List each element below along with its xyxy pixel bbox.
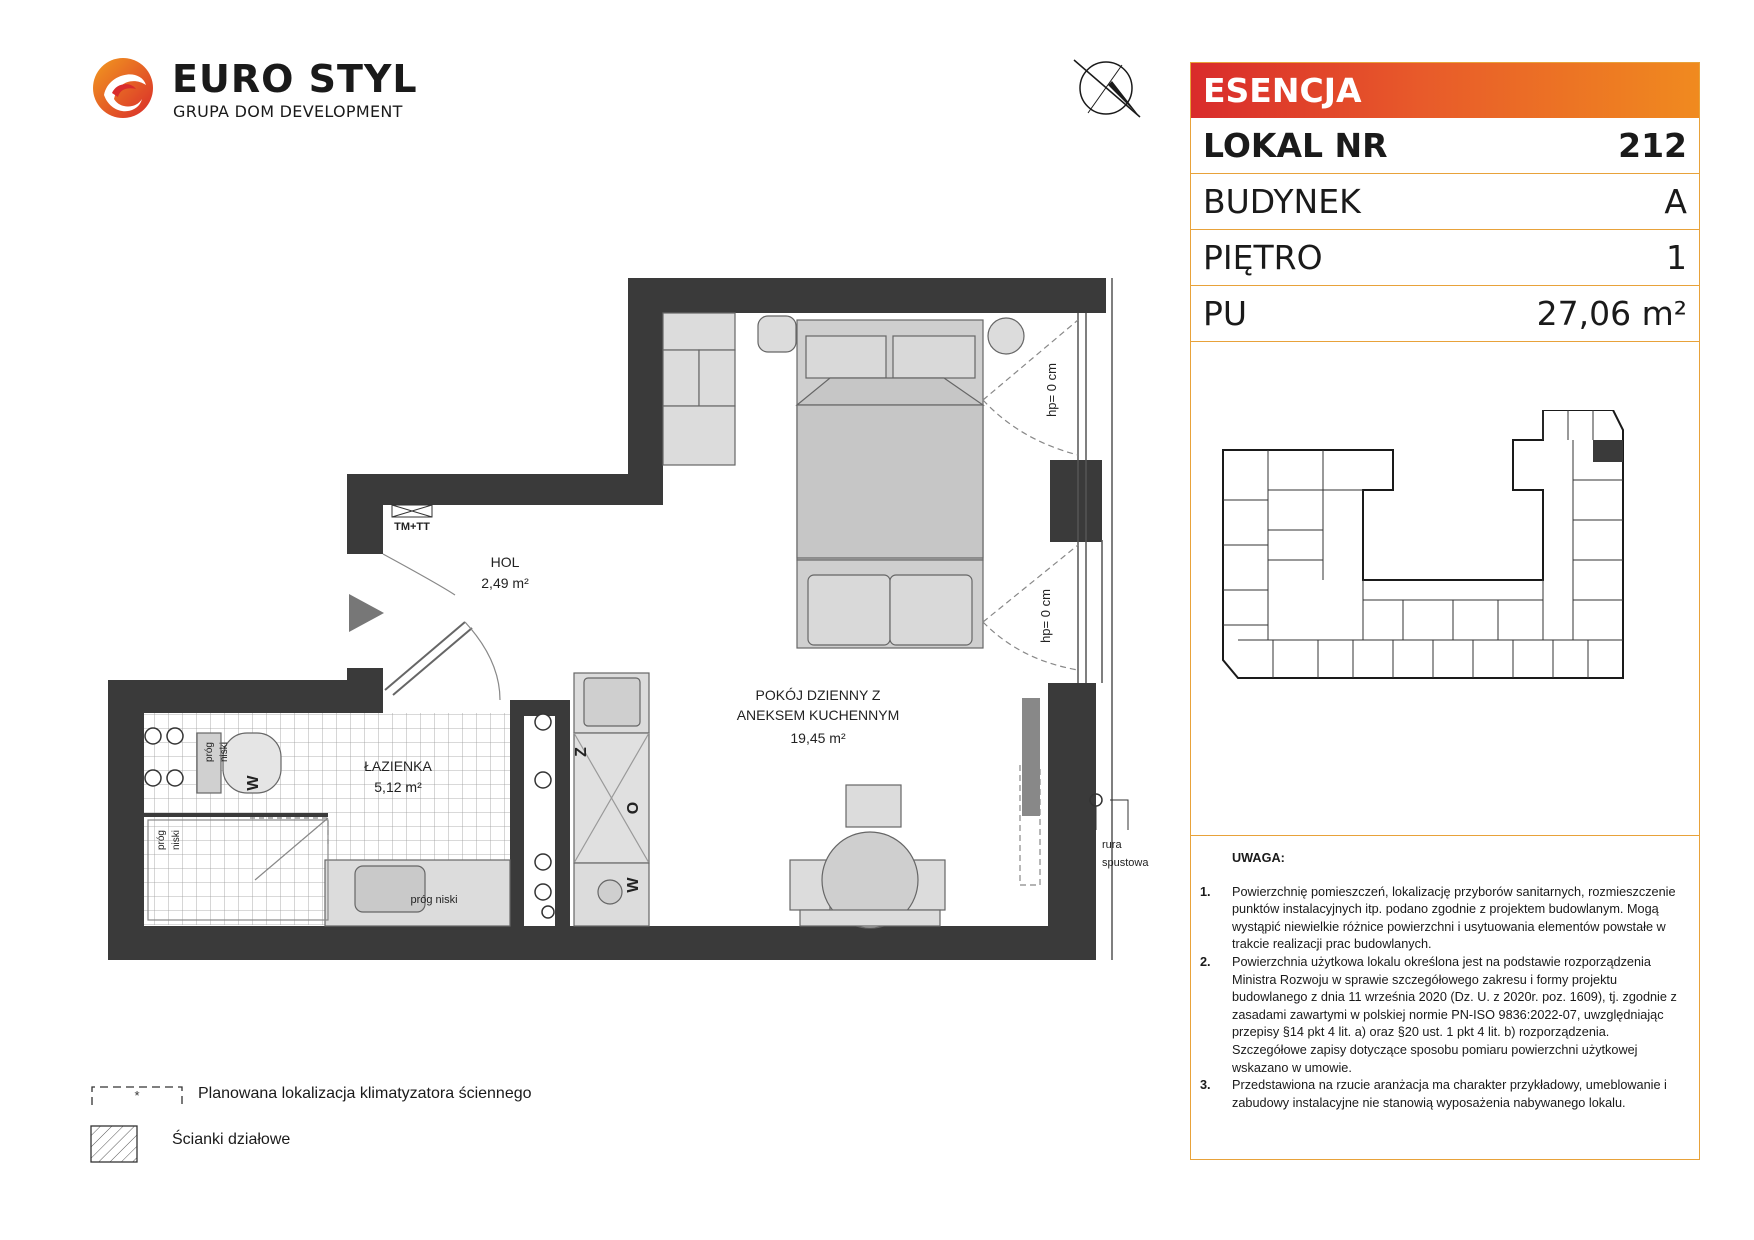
wardrobe-cabinets bbox=[663, 313, 735, 465]
info-value-budynek: A bbox=[1664, 182, 1687, 221]
marker-w-1: W bbox=[245, 775, 262, 791]
tm-tt-label: TM+TT bbox=[394, 521, 430, 533]
room-name-hol: HOL bbox=[490, 554, 520, 570]
legend-wall-label: Ścianki działowe bbox=[172, 1131, 291, 1148]
ventilation-shaft bbox=[392, 505, 432, 517]
marker-o: O bbox=[625, 801, 642, 815]
rain-pipe-label-1: rura bbox=[1102, 839, 1122, 851]
note-number: 1. bbox=[1200, 884, 1211, 899]
room-name-lazienka: ŁAZIENKA bbox=[364, 758, 432, 774]
room-area-pokoj: 19,45 m² bbox=[790, 730, 846, 746]
note-number: 3. bbox=[1200, 1078, 1211, 1093]
brand-subtitle: GRUPA DOM DEVELOPMENT bbox=[173, 102, 403, 121]
marker-w-2: W bbox=[625, 877, 642, 893]
sofa bbox=[797, 560, 983, 648]
building-key-plan bbox=[1213, 410, 1673, 720]
project-name: ESENCJA bbox=[1191, 63, 1699, 118]
info-row-lokal bbox=[1191, 118, 1699, 174]
brand-name: EURO STYL bbox=[172, 57, 418, 101]
wall-hatch-icon bbox=[90, 1125, 138, 1163]
ac-legend-symbol: * bbox=[134, 1088, 140, 1103]
info-label-pietro: PIĘTRO bbox=[1203, 238, 1323, 277]
prog-label-1: próg bbox=[204, 741, 215, 763]
note-item bbox=[1200, 884, 1685, 954]
info-label-pu: PU bbox=[1203, 294, 1248, 333]
room-area-lazienka: 5,12 m² bbox=[374, 779, 422, 795]
info-value-pu: 27,06 m² bbox=[1536, 294, 1687, 333]
prog-label-1b: niski bbox=[219, 741, 230, 763]
note-text: Powierzchnia użytkowa lokalu określona jest na podstawie rozporządzenia Ministra Rozwoju w sprawie szczegółowego zakresu i formy projektu budowlanego z dnia 11 września 2020 (Dz. U. z 2020r. poz. 1609), tj. zgodnie z zasadami zawartymi w polskiej normie PN-ISO 9836:2022-07, uwzględniając przepisy §14 pkt 4 lit. a) oraz §20 ust. 1 pkt 4 lit. b) rozporządzenia. Szczegółowe zapisy dotyczące sposobu pomiaru powierzchni użytkowej wskazano w umowie. bbox=[1232, 954, 1677, 1075]
info-row-pietro bbox=[1191, 230, 1699, 286]
dining-set bbox=[790, 785, 945, 928]
note-number: 2. bbox=[1200, 954, 1211, 969]
hp-label-2: hp= 0 cm bbox=[1038, 589, 1053, 643]
note-text: Przedstawiona na rzucie aranżacja ma charakter przykładowy, umeblowanie i zabudowy instalacyjne nie stanowią wyposażenia nabywanego lokalu. bbox=[1232, 1078, 1667, 1110]
room-name-pokoj-line2: ANEKSEM KUCHENNYM bbox=[736, 707, 900, 723]
prog-label-3: próg niski bbox=[410, 894, 458, 906]
notes-title: UWAGA: bbox=[1232, 851, 1285, 865]
notes-section bbox=[1200, 850, 1685, 1112]
notes-divider bbox=[1190, 835, 1700, 836]
note-item bbox=[1200, 1077, 1685, 1112]
hp-label-1: hp= 0 cm bbox=[1044, 363, 1059, 417]
air-conditioner-unit bbox=[1022, 698, 1040, 816]
info-value-lokal: 212 bbox=[1618, 126, 1687, 165]
info-row-budynek bbox=[1191, 174, 1699, 230]
marker-z: Z bbox=[573, 747, 590, 757]
room-area-hol: 2,49 m² bbox=[481, 575, 529, 591]
info-label-lokal: LOKAL NR bbox=[1203, 126, 1388, 165]
note-item bbox=[1200, 954, 1685, 1077]
legend-ac-label: Planowana lokalizacja klimatyzatora ściennego bbox=[198, 1085, 532, 1102]
prog-label-2b: niski bbox=[171, 829, 182, 851]
bed bbox=[758, 316, 1024, 560]
room-name-pokoj-line1: POKÓJ DZIENNY Z bbox=[755, 687, 881, 703]
info-row-pu bbox=[1191, 286, 1699, 342]
info-label-budynek: BUDYNEK bbox=[1203, 182, 1361, 221]
rain-pipe-label-2: spustowa bbox=[1102, 857, 1149, 869]
info-value-pietro: 1 bbox=[1666, 238, 1687, 277]
note-text: Powierzchnię pomieszczeń, lokalizację przyborów sanitarnych, rozmieszczenie punktów instalacyjnych itp. podano zgodnie z projektem budowlanym. Mogą wystąpić niewielkie różnice powierzchni i usytuowania elementów powstałe w trakcie realizacji prac budowlanych. bbox=[1232, 884, 1676, 952]
prog-label-2: próg bbox=[156, 829, 167, 851]
highlighted-unit bbox=[1593, 440, 1623, 462]
ac-legend-icon bbox=[90, 1085, 185, 1107]
